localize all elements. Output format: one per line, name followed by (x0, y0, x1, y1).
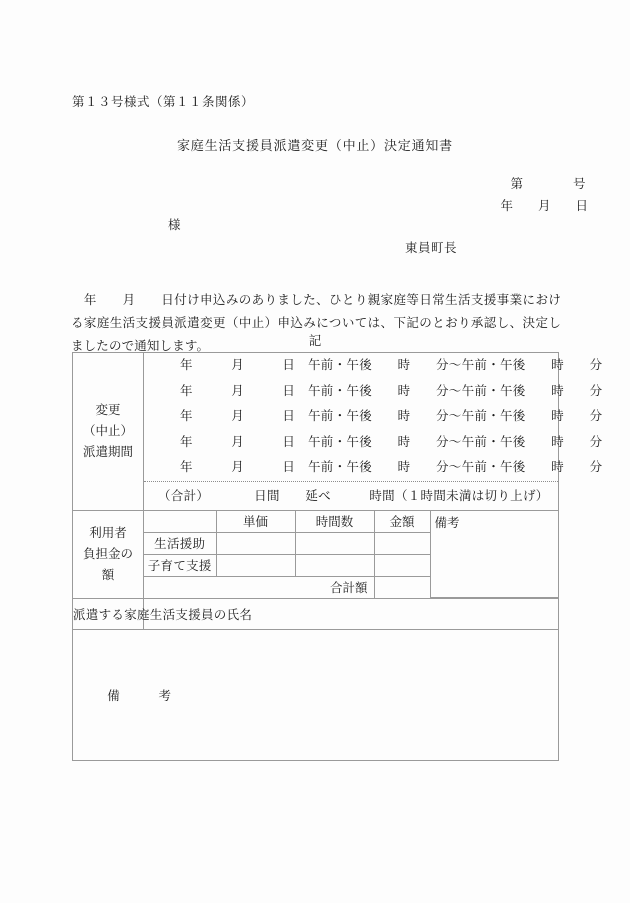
addressee-suffix: 様 (168, 218, 181, 232)
issuer-name: 東員町長 (405, 241, 458, 255)
fee-value-amount[interactable] (374, 554, 430, 576)
fee-label-line-2: 負担金の (82, 546, 133, 561)
body-date-lead: 年 月 日 (71, 292, 175, 307)
fee-header-empty (144, 511, 216, 533)
period-label-line-1: 変更 (95, 402, 121, 417)
fee-table-cell (144, 510, 559, 599)
fee-row-label-life-support: 生活援助 (144, 532, 216, 554)
fee-value-hours[interactable] (295, 554, 374, 576)
body-main-text: 付け申込みのありました、ひとり親家庭等日常生活支援事業における家庭生活支援員派遣変更（中止）申込みについては、下記のとおり承認し、決定しましたので通知します。 (71, 292, 561, 353)
fee-header-amount: 金額 (374, 511, 430, 533)
remarks-cell[interactable] (73, 630, 559, 761)
fee-label-line-1: 利用者 (89, 525, 127, 540)
period-date-row[interactable]: 年 月 日 午前・午後 時 分〜午前・午後 時 分 (180, 434, 603, 449)
table-row-period (73, 353, 559, 511)
fee-value-unit-price[interactable] (216, 532, 295, 554)
period-label-cell (73, 353, 144, 511)
staff-name-label: 派遣する家庭生活支援員の氏名 (73, 599, 144, 630)
fee-total-label: 合計額 (144, 576, 374, 598)
document-number: 第 号 (510, 177, 586, 191)
period-total-row[interactable]: （合計） 日間 延べ 時間（１時間未満は切り上げ） (144, 481, 558, 510)
fee-total-amount[interactable] (374, 576, 430, 598)
fee-note-cell[interactable] (430, 511, 559, 598)
period-date-row[interactable]: 年 月 日 午前・午後 時 分〜午前・午後 時 分 (180, 358, 603, 372)
period-date-row[interactable]: 年 月 日 午前・午後 時 分〜午前・午後 時 分 (180, 409, 603, 423)
period-rows-cell (144, 353, 603, 511)
fee-header-row (144, 511, 559, 533)
fee-table (144, 511, 559, 599)
fee-label-cell (73, 510, 144, 599)
ki-marker: 記 (308, 334, 322, 348)
table-row-staff (73, 599, 559, 630)
period-date-row[interactable]: 年 月 日 午前・午後 時 分〜午前・午後 時 分 (180, 460, 603, 474)
document-meta (500, 173, 588, 217)
fee-note-header: 備考 (434, 515, 460, 530)
form-table (72, 352, 603, 761)
period-label-line-3: 派遣期間 (82, 444, 133, 459)
document-date: 年 月 日 (500, 199, 588, 213)
document-title: 家庭生活支援員派遣変更（中止）決定通知書 (176, 138, 453, 153)
fee-value-unit-price[interactable] (216, 554, 295, 576)
period-label-line-2: （中止） (82, 423, 133, 438)
fee-header-unit-price: 単価 (216, 511, 295, 533)
fee-row-label-childcare-support: 子育て支援 (144, 554, 216, 576)
fee-value-amount[interactable] (374, 532, 430, 554)
fee-value-hours[interactable] (295, 532, 374, 554)
table-row-remarks (73, 630, 559, 761)
period-date-row[interactable]: 年 月 日 午前・午後 時 分〜午前・午後 時 分 (180, 383, 603, 398)
remarks-label: 備 考 (107, 689, 172, 703)
table-row-fee (73, 510, 559, 599)
fee-label-line-3: 額 (101, 567, 115, 582)
form-number: 第１３号様式（第１１条関係） (72, 95, 255, 109)
fee-header-hours: 時間数 (295, 511, 374, 533)
